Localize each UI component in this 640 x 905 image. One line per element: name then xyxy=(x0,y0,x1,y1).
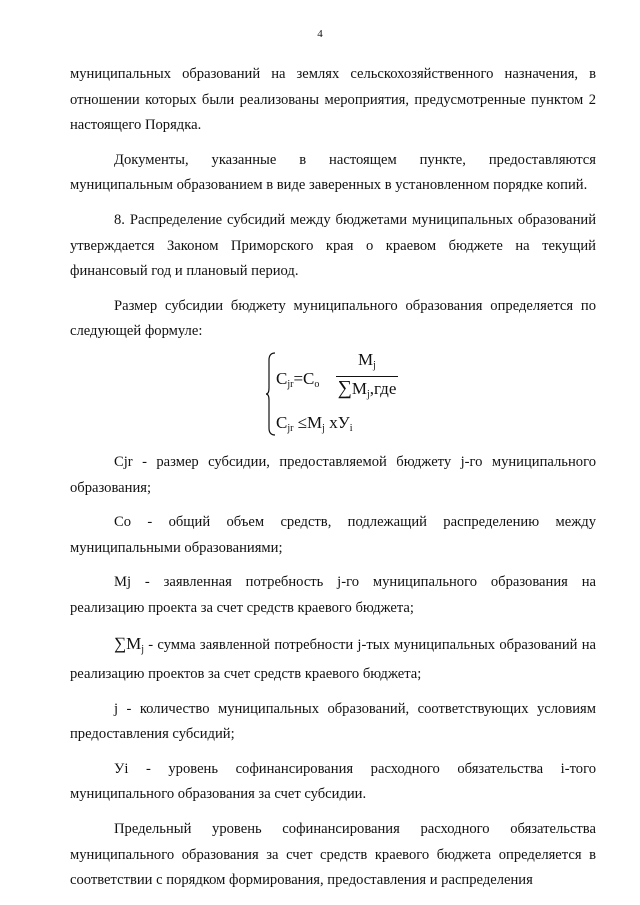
document-body xyxy=(70,62,596,903)
paragraph: Документы, указанные в настоящем пункте, предоставляются муниципальным образованием в виде заверенных в установленном порядке копий. xyxy=(70,151,596,194)
formula-line-2: $C_{jr} \le M_j$ $xУ_i$ xyxy=(276,412,353,434)
subsidy-formula xyxy=(70,350,596,442)
definition-co: Co - общий объем средств, подлежащий распределению между муниципальными образованиями; xyxy=(70,514,596,556)
paragraph-item-8: 8. Распределение субсидий между бюджетами муниципальных образований утверждается Законом Приморского края о краевом бюджете на текущий финансовый год и плановый период. xyxy=(70,211,596,280)
left-brace-icon xyxy=(266,352,276,436)
page-number: 4 xyxy=(317,28,323,40)
definition-cjr: Cjr - размер субсидии, предоставляемой бюджету j-го муниципального образования; xyxy=(70,453,596,496)
paragraph: Предельный уровень софинансирования расходного обязательства муниципального образования за счет средств краевого бюджета определяется в соответствии с порядком формирования, предоставления и распределения xyxy=(70,821,596,889)
definition-yi: Уi - уровень софинансирования расходного обязательства i-того муниципального образования за счет субсидии. xyxy=(70,760,596,803)
definition-mj: Mj - заявленная потребность j-го муниципального образования на реализацию проекта за счет средств краевого бюджета; xyxy=(70,574,596,616)
paragraph: муниципальных образований на землях сельскохозяйственного назначения, в отношении которых были реализованы мероприятия, предусмотренные пунктом 2 настоящего Порядка. xyxy=(70,66,596,134)
paragraph: Размер субсидии бюджету муниципального образования определяется по следующей формуле: xyxy=(70,297,596,340)
formula-line-1: $C_{jr}=C_o$ xyxy=(276,368,320,390)
definition-j: j - количество муниципальных образований, соответствующих условиям предоставления субсидий; xyxy=(70,700,596,743)
formula-fraction: $M_j$ $\sum M_j,где$ xyxy=(337,349,397,400)
definition-sum-mj: $\sum M_j$ - сумма заявленной потребности j-тых муниципальных образований на реализацию проектов за счет средств краевого бюджета; xyxy=(70,633,596,683)
